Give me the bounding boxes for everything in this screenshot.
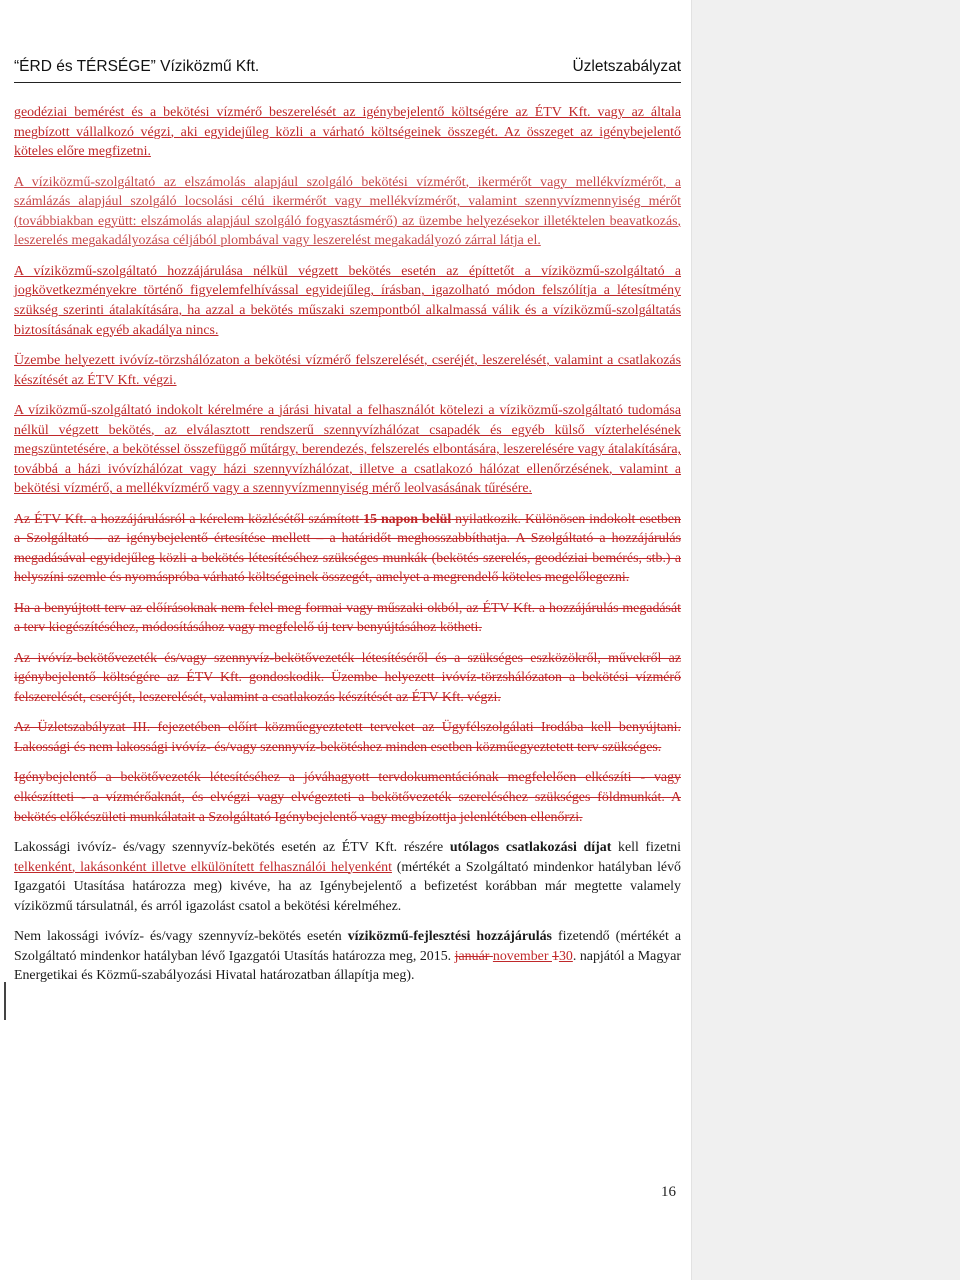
inserted-text: november — [492, 948, 552, 964]
paragraph-district-office — [14, 401, 681, 499]
bold-text: utólagos csatlakozási díjat — [449, 839, 612, 855]
paragraph-meter-sealing — [14, 173, 681, 251]
deleted-text: Ha a benyújtott terv az előírásoknak nem felel meg formai vagy műszaki okból, az ÉTV Kft. a hozzájárulás megadását a terv kiegészítéséhez, módosításához vagy megfelelő új terv benyújtásához kötheti. — [14, 600, 681, 636]
body-text: kell fizetni — [611, 839, 681, 855]
comment-margin-pane — [691, 0, 960, 1280]
deleted-text: nyilatkozik. Különösen indokolt esetben a Szolgáltató – az igénybejelentő értesítése mellett – a határidőt meghosszabbíthatja. A Szolgáltató a hozzájárulás megadásával egyidejűleg közli a bekötés létesítéséhez szükséges munkák (bekötés szerelés, geodéziai bemérés, stb.) a helyszíni szemle és nyomáspróba várható költségeinek összegét, amelyet a megrendelő köteles megelőlegezni. — [14, 511, 681, 586]
document-body — [14, 103, 681, 997]
inserted-text: geodéziai bemérést és a bekötési vízmérő beszerelését az igénybejelentő költségére az ÉTV Kft. vagy az általa megbízott vállalkozó végzi, aki egyidejűleg közli a várható költségeinek összegét. Az összeget az igénybejelentő köteles előre megfizetni. — [14, 105, 681, 160]
header-document-title: Üzletszabályzat — [572, 58, 681, 75]
paragraph-nonresidential-fee — [14, 927, 681, 986]
body-text: (mértékét a Szolgáltató mindenkor hatályban lévő Igazgatói Utasítása határozza meg) kivéve, ha az Igénybejelentő a befizetést korábban már megtette valamely víziközmű társulatnál, és arról igazolást csatol a bekötési kérelméhez. — [14, 859, 681, 914]
inserted-text: 30 — [558, 948, 573, 964]
body-text: fizetendő (mértékét a Szolgáltató mindenkor hatályban lévő Igazgatói Utasítás határozza meg, 2015. — [14, 929, 681, 964]
change-bar — [4, 982, 6, 1020]
paragraph-unauthorized-connection — [14, 262, 681, 340]
paragraph-approval-deadline — [14, 510, 681, 588]
deleted-text: január — [454, 948, 493, 964]
bold-text: víziközmű-fejlesztési hozzájárulás — [347, 929, 552, 945]
deleted-text: Az ÉTV Kft. a hozzájárulásról a kérelem közlésétől számított — [14, 511, 364, 527]
deleted-bold-text: 15 napon belül — [363, 511, 452, 527]
paragraph-surveying — [14, 103, 681, 162]
body-text: Nem lakossági ivóvíz- és/vagy szennyvíz-bekötés esetén — [14, 929, 348, 945]
inserted-text: A víziközmű-szolgáltató hozzájárulása nélkül végzett bekötés esetén az építtetőt a víziközmű-szolgáltató a jogkövetkezményekre történő figyelemfelhívással egyidejűleg, írásban, igazolható módon felszólítja a létesítmény szükség szerinti átalakítására, ha azzal a bekötés műszaki szempontból alkalmassá válik és a víziközmű-szolgáltatás biztosításának egyéb akadálya nincs. — [14, 263, 681, 338]
inserted-text: Üzembe helyezett ivóvíz-törzshálózaton a bekötési vízmérő felszerelését, cseréjét, leszerelését, valamint a csatlakozás készítését az ÉTV Kft. végzi. — [14, 352, 681, 388]
paragraph-plan-requirements — [14, 599, 681, 638]
deleted-text: Az Üzletszabályzat III. fejezetében előírt közműegyeztetett terveket az Ügyfélszolgálati Irodába kell benyújtani. Lakossági és nem lakossági ivóvíz- és/vagy szennyvíz-bekötéshez minden esetben közműegyeztetett terv szükséges. — [14, 720, 681, 755]
paragraph-connection-pipes — [14, 649, 681, 708]
paragraph-utility-plans — [14, 718, 681, 757]
paragraph-meter-installation — [14, 351, 681, 390]
page-number: 16 — [661, 1184, 676, 1200]
inserted-text: A víziközmű-szolgáltató indokolt kérelmére a járási hivatal a felhasználót kötelezi a víziközmű-szolgáltató tudomása nélkül végzett bekötés, az elválasztott rendszerű szennyvízhálózat csapadék és egyéb külső vízterhelésének megszüntetésére, a bekötéssel összefüggő műtárgy, berendezés, felszerelés elbontására, leszerelésére vagy átalakítására, továbbá a házi ivóvízhálózat vagy házi szennyvízhálózat, illetve a csatlakozó hálózat ellenőrzésének, valamint a bekötési vízmérő, a mellékvízmérő vagy a szennyvízmennyiség mérő leolvasásának tűrésére. — [14, 402, 681, 497]
paragraph-residential-fee — [14, 838, 681, 916]
deleted-text: Igénybejelentő a bekötővezeték létesítéséhez a jóváhagyott tervdokumentációnak megfelelően elkészíti - vagy elkészítteti - a vízmérőaknát, és elvégzi vagy elvégezteti a bekötővezeték szereléséhez szükséges földmunkát. A bekötés előkészületi munkálatait a Szolgáltató Igénybejelentő vagy megbízottja jelenlétében ellenőrzi. — [14, 770, 681, 825]
deleted-text: 1 — [551, 948, 559, 964]
page-header — [14, 58, 681, 80]
deleted-text: Az ivóvíz-bekötővezeték és/vagy szennyvíz-bekötővezeték létesítéséről és a szükséges eszközökről, művekről az igénybejelentő költségére az ÉTV Kft. gondoskodik. Üzembe helyezett ivóvíz-törzshálózaton a bekötési vízmérő felszerelését, cseréjét, leszerelését, valamint a csatlakozás készítését az ÉTV Kft. végzi. — [14, 650, 681, 706]
header-company-name: “ÉRD és TÉRSÉGE” Víziközmű Kft. — [14, 58, 260, 75]
body-text: Lakossági ivóvíz- és/vagy szennyvíz-bekötés esetén az ÉTV Kft. részére — [14, 839, 450, 855]
inserted-text: A víziközmű-szolgáltató az elszámolás alapjául szolgáló bekötési vízmérőt, ikermérőt vagy mellékvízmérőt, a számlázás alapjául szolgáló locsolási célú ikermérőt vagy mellékvízmérőt, valamint szennyvízmennyiség mérőt (továbbiakban együtt: elszámolás alapjául szolgáló fogyasztásmérő) az üzembe helyezésekor illetéktelen beavatkozás, leszerelés megakadályozása céljából plombával vagy leszerelést megakadályozó zárral látja el. — [14, 174, 681, 249]
header-divider — [14, 82, 681, 83]
paragraph-earthworks — [14, 768, 681, 827]
inserted-text: telkenként, lakásonként illetve elkülönített felhasználói helyenként — [14, 859, 392, 875]
body-text: . napjától a Magyar Energetikai és Közmű-szabályozási Hivatal határozatban állapítja meg). — [14, 948, 682, 984]
